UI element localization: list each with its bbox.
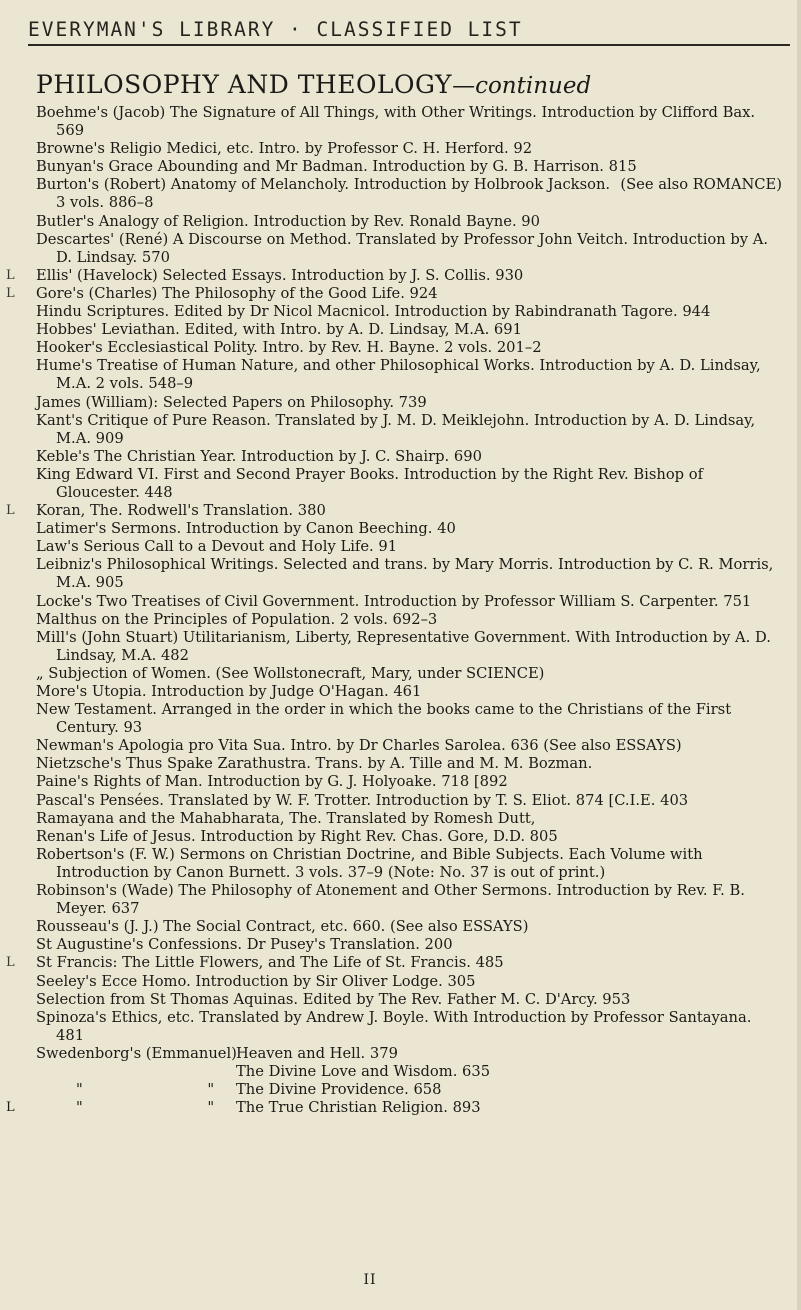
entry-text: Renan's Life of Jesus. Introduction by Right Rev. Chas. Gore, D.D. 805 bbox=[36, 827, 558, 845]
entry-text: Seeley's Ecce Homo. Introduction by Sir Oliver Lodge. 305 bbox=[36, 972, 476, 990]
swedenborg-title-text: Heaven and Hell. 379 bbox=[236, 1044, 398, 1062]
library-mark: L bbox=[6, 503, 15, 519]
catalogue-entry bbox=[36, 846, 782, 882]
entry-text: Paine's Rights of Man. Introduction by G. J. Holyoake. 718 [892 bbox=[36, 773, 508, 791]
header-rule bbox=[28, 44, 790, 46]
catalogue-entry bbox=[36, 520, 782, 538]
entry-text: Ellis' (Havelock) Selected Essays. Introduction by J. S. Collis. 930 bbox=[36, 266, 524, 284]
page-edge bbox=[797, 0, 801, 1310]
catalogue-entry bbox=[36, 973, 782, 991]
entry-text: Locke's Two Treatises of Civil Government. Introduction by Professor William S. Carpenter. 751 bbox=[36, 592, 752, 610]
entry-text: Ramayana and the Mahabharata, The. Translated by Romesh Dutt, bbox=[36, 809, 536, 827]
catalogue-entry bbox=[6, 502, 782, 520]
catalogue-entry bbox=[36, 303, 782, 321]
catalogue-entry bbox=[36, 231, 782, 267]
library-mark: L bbox=[6, 267, 15, 283]
entry-text: Hume's Treatise of Human Nature, and other Philosophical Works. Introduction by A. D. Lindsay, M.A. 2 vols. 548–9 bbox=[36, 357, 761, 393]
catalogue-entry bbox=[36, 810, 782, 828]
entry-text: Butler's Analogy of Religion. Introduction by Rev. Ronald Bayne. 90 bbox=[36, 212, 540, 230]
catalogue-entry bbox=[36, 737, 782, 755]
catalogue-entry bbox=[36, 140, 782, 158]
entry-text: Latimer's Sermons. Introduction by Canon Beeching. 40 bbox=[36, 520, 456, 538]
entry-text: Hooker's Ecclesiastical Polity. Intro. by Rev. H. Bayne. 2 vols. 201–2 bbox=[36, 339, 542, 357]
catalogue-entry bbox=[36, 665, 782, 683]
catalogue-entry bbox=[6, 284, 782, 303]
catalogue-entry bbox=[36, 176, 782, 212]
running-header: EVERYMAN'S LIBRARY · CLASSIFIED LIST bbox=[28, 18, 523, 41]
catalogue-entry bbox=[36, 755, 782, 773]
catalogue-entry bbox=[36, 357, 782, 393]
catalogue-entry bbox=[36, 882, 782, 918]
entry-text: Burton's (Robert) Anatomy of Melancholy. Introduction by Holbrook Jackson. 3 vols. 886–8 bbox=[36, 176, 611, 212]
entry-text: Kant's Critique of Pure Reason. Translated by J. M. D. Meiklejohn. Introduction by A. D. Lindsay, M.A. 909 bbox=[36, 411, 756, 447]
swedenborg-title-text: The Divine Love and Wisdom. 635 bbox=[236, 1062, 491, 1080]
swedenborg-title-text: The True Christian Religion. 893 bbox=[236, 1099, 481, 1117]
catalogue-entry bbox=[36, 394, 782, 412]
entry-text: Boehme's (Jacob) The Signature of All Things, with Other Writings. Introduction by Clifford Bax. 569 bbox=[36, 104, 756, 140]
catalogue-entry bbox=[36, 593, 782, 611]
library-mark: L bbox=[6, 285, 15, 301]
catalogue-entry bbox=[36, 104, 782, 140]
entry-list bbox=[6, 104, 782, 1117]
catalogue-entry bbox=[36, 991, 782, 1009]
catalogue-entry bbox=[36, 466, 782, 502]
entry-text: Selection from St Thomas Aquinas. Edited by The Rev. Father M. C. D'Arcy. 953 bbox=[36, 990, 631, 1008]
entry-text: Malthus on the Principles of Population. 2 vols. 692–3 bbox=[36, 610, 438, 628]
swedenborg-title-line bbox=[6, 1099, 782, 1117]
entry-text: New Testament. Arranged in the order in which the books came to the Christians of the First Century. 93 bbox=[36, 701, 732, 737]
entry-text: Pascal's Pensées. Translated by W. F. Trotter. Introduction by T. S. Eliot. 874 [C.I.E. 403 bbox=[36, 791, 689, 809]
catalogue-entry bbox=[36, 538, 782, 556]
catalogue-entry bbox=[36, 556, 782, 592]
swedenborg-entry bbox=[6, 1044, 782, 1117]
swedenborg-title-line bbox=[36, 1081, 782, 1099]
catalogue-entry bbox=[36, 611, 782, 629]
swedenborg-author: Swedenborg's (Emmanuel) bbox=[36, 1044, 237, 1062]
swedenborg-title-line bbox=[36, 1063, 782, 1081]
swedenborg-title-line bbox=[36, 1045, 782, 1063]
section-title bbox=[36, 70, 591, 99]
catalogue-entry bbox=[36, 213, 782, 231]
catalogue-entry bbox=[36, 828, 782, 846]
catalogue-entry bbox=[36, 448, 782, 466]
catalogue-entry bbox=[36, 629, 782, 665]
page-number: II bbox=[363, 1272, 377, 1288]
entry-text: Nietzsche's Thus Spake Zarathustra. Trans. by A. Tille and M. M. Bozman. bbox=[36, 755, 593, 773]
entry-text: Mill's (John Stuart) Utilitarianism, Liberty, Representative Government. With Introduction by A. D. Lindsay, M.A. 482 bbox=[36, 628, 771, 664]
entry-text: St Augustine's Confessions. Dr Pusey's Translation. 200 bbox=[36, 936, 453, 954]
entry-text: Rousseau's (J. J.) The Social Contract, etc. 660. (See also ESSAYS) bbox=[36, 918, 529, 936]
catalogue-entry bbox=[36, 321, 782, 339]
catalogue-entry bbox=[36, 683, 782, 701]
entry-text: Law's Serious Call to a Devout and Holy Life. 91 bbox=[36, 538, 398, 556]
entry-text: Hobbes' Leviathan. Edited, with Intro. by A. D. Lindsay, M.A. 691 bbox=[36, 321, 522, 339]
ditto-marks: " " bbox=[76, 1081, 275, 1099]
library-mark: L bbox=[6, 955, 15, 971]
entry-text: Hindu Scriptures. Edited by Dr Nicol Macnicol. Introduction by Rabindranath Tagore. 944 bbox=[36, 303, 711, 321]
entry-text: „ Subjection of Women. (See Wollstonecraft, Mary, under SCIENCE) bbox=[36, 664, 545, 682]
entry-text: Robinson's (Wade) The Philosophy of Atonement and Other Sermons. Introduction by Rev. F. B. Meyer. 637 bbox=[36, 882, 745, 918]
entry-text: Newman's Apologia pro Vita Sua. Intro. by Dr Charles Sarolea. 636 (See also ESSAYS) bbox=[36, 737, 682, 755]
section-continued: —continued bbox=[452, 73, 592, 99]
catalogue-entry bbox=[36, 936, 782, 954]
entry-text: Keble's The Christian Year. Introduction by J. C. Shairp. 690 bbox=[36, 447, 482, 465]
catalogue-entry bbox=[6, 954, 782, 972]
entry-text: James (William): Selected Papers on Philosophy. 739 bbox=[36, 393, 427, 411]
entry-cross-reference: (See also ROMANCE) bbox=[620, 176, 782, 194]
entry-text: Koran, The. Rodwell's Translation. 380 bbox=[36, 502, 326, 520]
entry-text: Robertson's (F. W.) Sermons on Christian Doctrine, and Bible Subjects. Each Volume with Introduction by Canon Burnett. 3 vols. 37–9 (Note: No. 37 is out of print.) bbox=[36, 845, 703, 881]
catalogue-entry bbox=[36, 701, 782, 737]
catalogue-entry bbox=[36, 773, 782, 791]
entry-text: Bunyan's Grace Abounding and Mr Badman. Introduction by G. B. Harrison. 815 bbox=[36, 158, 637, 176]
catalogue-entry bbox=[6, 266, 782, 285]
entry-text: Browne's Religio Medici, etc. Intro. by Professor C. H. Herford. 92 bbox=[36, 140, 533, 158]
entry-text: King Edward VI. First and Second Prayer Books. Introduction by the Right Rev. Bishop of Gloucester. 448 bbox=[36, 465, 704, 501]
catalogue-entry bbox=[36, 412, 782, 448]
section-title-text: PHILOSOPHY AND THEOLOGY bbox=[36, 70, 453, 99]
entry-text: St Francis: The Little Flowers, and The Life of St. Francis. 485 bbox=[36, 954, 504, 972]
catalogue-entry bbox=[36, 339, 782, 357]
entry-text: Gore's (Charles) The Philosophy of the Good Life. 924 bbox=[36, 284, 438, 302]
entry-text: More's Utopia. Introduction by Judge O'Hagan. 461 bbox=[36, 683, 422, 700]
catalogue-entry bbox=[36, 792, 782, 810]
entry-text: Spinoza's Ethics, etc. Translated by Andrew J. Boyle. With Introduction by Professor Santayana. 481 bbox=[36, 1008, 752, 1044]
ditto-marks: " " bbox=[76, 1099, 275, 1117]
swedenborg-title-text: The Divine Providence. 658 bbox=[236, 1081, 442, 1099]
entry-text: Leibniz's Philosophical Writings. Selected and trans. by Mary Morris. Introduction by C. R. Morris, M.A. 905 bbox=[36, 556, 774, 592]
entry-text: Descartes' (René) A Discourse on Method. Translated by Professor John Veitch. Introduction by A. D. Lindsay. 570 bbox=[36, 230, 769, 266]
catalogue-entry bbox=[36, 1009, 782, 1045]
library-mark: L bbox=[6, 1100, 15, 1116]
catalogue-entry bbox=[36, 918, 782, 936]
